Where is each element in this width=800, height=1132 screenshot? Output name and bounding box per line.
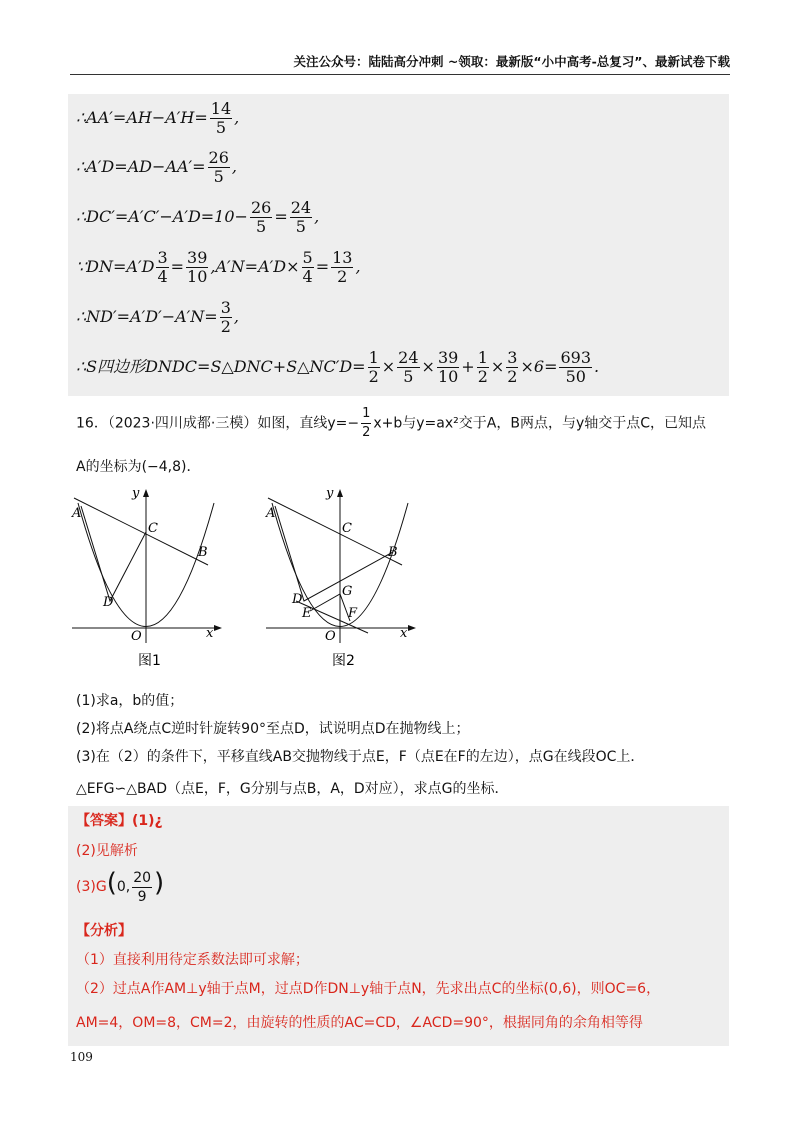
label-d: D [292, 592, 303, 607]
analysis-1: （1）直接利用待定系数法即可求解； [76, 952, 309, 968]
analysis-2: （2）过点A作AM⊥y轴于点M，过点D作DN⊥y轴于点N，先求出点C的坐标(0,6)，则OC=6， [76, 981, 661, 997]
fraction: $\frac{3}{2}$ [220, 298, 231, 336]
page-number: 109 [70, 1050, 93, 1064]
label-a: A [266, 506, 276, 521]
figure-1-caption: 图1 [138, 653, 161, 669]
figure-2 [262, 485, 422, 675]
fraction: $\frac{24}{5}$ [290, 198, 312, 236]
fraction: $\frac{14}{5}$ [210, 99, 232, 137]
label-y: y [326, 486, 334, 501]
solution-line-4: ∵DN=A′D $\frac{3}{4}$ = $\frac{39}{10}$ ,A′N=A′D× $\frac{5}{4}$ = $\frac{13}{2}$ , [76, 248, 361, 286]
label-x: x [400, 626, 408, 641]
analysis-3: AM=4，OM=8，CM=2，由旋转的性质的AC=CD，∠ACD=90°，根据同角的余角相等得 [76, 1015, 643, 1031]
question-1: (1)求a，b的值； [76, 693, 184, 709]
fraction: $\frac{3}{2}$ [507, 348, 518, 386]
label-e: E [302, 606, 312, 621]
figure-1 [68, 485, 228, 675]
figure-2-caption: 图2 [332, 653, 355, 669]
label-y: y [132, 486, 140, 501]
fraction: $\frac{26}{5}$ [208, 148, 229, 186]
fraction: $\frac{24}{5}$ [398, 348, 419, 386]
fraction: $\frac{20}{9}$ [133, 869, 152, 905]
answer-box [68, 806, 729, 1046]
fraction: $\frac{39}{10}$ [187, 248, 208, 286]
line-text: ∴AA′=AH−A′H= [76, 108, 208, 127]
fraction: $\frac{693}{50}$ [560, 348, 592, 386]
label-c: C [342, 521, 352, 536]
label-o: O [131, 629, 142, 644]
solution-line-5: ∴ND′=A′D′−A′N= $\frac{3}{2}$ , [76, 298, 239, 336]
page-header [70, 52, 730, 75]
label-a: A [72, 506, 82, 521]
label-c: C [148, 521, 158, 536]
label-g: G [342, 584, 353, 599]
y-arrow [143, 489, 149, 497]
fraction: $\frac{3}{4}$ [157, 248, 168, 286]
label-d: D [103, 595, 114, 610]
problem-line-1: 16．（2023·四川成都·三模）如图，直线y=− $\frac{1}{2}$ x+b与y=ax²交于A，B两点，与y轴交于点C，已知点 [76, 406, 707, 440]
x-arrow [214, 625, 222, 631]
segments-adb [275, 506, 393, 601]
fraction: $\frac{26}{5}$ [250, 198, 272, 236]
question-2: (2)将点A绕点C逆时针旋转90°至点D，试说明点D在抛物线上； [76, 721, 470, 737]
label-f: F [348, 606, 358, 621]
solution-line-2: ∴A′D=AD−AA′= $\frac{26}{5}$ , [76, 148, 237, 186]
fraction: $\frac{39}{10}$ [437, 348, 459, 386]
question-3: (3)在（2）的条件下，平移直线AB交抛物线于点E，F（点E在F的左边），点G在线段OC上． [76, 749, 645, 765]
problem-line-2: A的坐标为(−4,8)． [76, 459, 201, 475]
analysis-label: 【分析】 [76, 923, 132, 939]
answer-label: 【答案】(1)¿ [76, 813, 163, 829]
answer-2: (2)见解析 [76, 843, 138, 859]
fraction: $\frac{5}{4}$ [302, 248, 313, 286]
label-o: O [325, 629, 336, 644]
fraction: $\frac{1}{2}$ [477, 348, 488, 386]
label-b: B [198, 545, 208, 560]
fraction: $\frac{1}{2}$ [362, 406, 371, 440]
fraction: $\frac{1}{2}$ [368, 348, 379, 386]
segments-adc [81, 506, 146, 601]
header-text: 关注公众号：陆陆高分冲刺 ~领取：最新版“小中高考-总复习”、最新试卷下载 [293, 54, 730, 69]
question-3-continued: △EFG∽△BAD（点E，F，G分别与点B，A，D对应），求点G的坐标． [76, 781, 509, 797]
solution-line-3: ∴DC′=A′C′−A′D=10− $\frac{26}{5}$ = $\frac{24}{5}$ , [76, 198, 320, 236]
label-b: B [388, 545, 398, 560]
label-x: x [206, 626, 214, 641]
solution-line-1: ∴AA′=AH−A′H= $\frac{14}{5}$ , [76, 99, 240, 137]
fraction: $\frac{13}{2}$ [332, 248, 353, 286]
solution-line-6: ∴S四边形DNDC=S△DNC+S△NC′D= $\frac{1}{2}$ × $\frac{24}{5}$ × $\frac{39}{10}$ + $\frac{1}{2}$ × $\frac{3}{2}$ ×6= $\frac{693}{50}$ . [76, 348, 600, 386]
answer-3: (3)G(0, $\frac{20}{9}$ ) [76, 868, 165, 905]
